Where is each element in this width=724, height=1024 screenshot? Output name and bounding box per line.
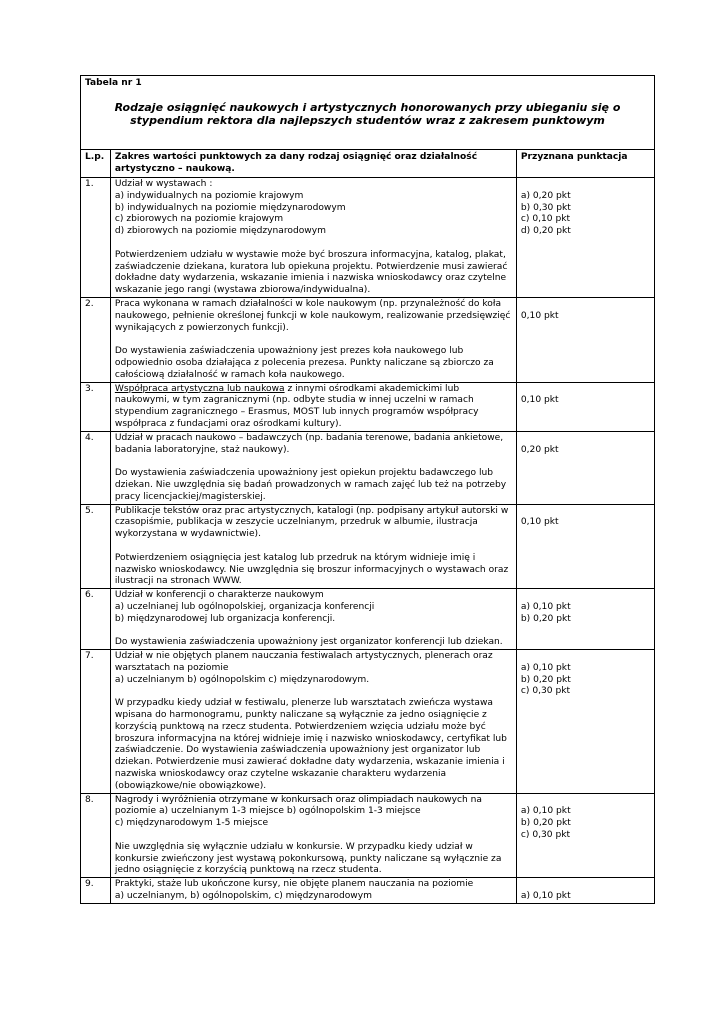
row-line: a) uczelnianym b) ogólnopolskim c) międzynarodowym.	[114, 674, 370, 685]
points-value: b) 0,20 pkt	[520, 613, 571, 624]
row-points	[516, 431, 654, 504]
table-caption-row	[81, 76, 655, 150]
document-page	[80, 75, 655, 904]
table-row	[81, 793, 655, 878]
points-value: a) 0,10 pkt	[520, 891, 571, 902]
row-description	[110, 793, 516, 878]
points-value: 0,10 pkt	[520, 310, 559, 321]
row-line: b) międzynarodowej lub organizacja konferencji.	[114, 613, 336, 624]
row-number: 5.	[81, 504, 111, 589]
row-number: 2.	[81, 297, 111, 382]
row-text: Udział w pracach naukowo – badawczych (np. badania terenowe, badania ankietowe, badania laboratoryjne, staż naukowy).	[114, 432, 504, 455]
row-line: c) międzynarodowym 1-5 miejsce	[114, 818, 269, 829]
row-description	[110, 178, 516, 298]
row-note: Potwierdzeniem udziału w wystawie może być broszura informacyjna, katalog, plakat, zaświadczenie dziekana, kuratora lub opiekuna projektu. Potwierdzenie musi zawierać dokładne daty wydarzenia, wskazanie imienia i nazwiska wnioskodawcy oraz czytelne wskazanie jego rangi (wystawa zbiorowa/indywidualna).	[114, 249, 508, 296]
row-line: Nagrody i wyróżnienia otrzymane w konkursach oraz olimpiadach naukowych na poziomie a) uczelnianym 1-3 miejsce b) ogólnopolskim 1-3 miejsce	[114, 794, 482, 817]
row-points	[516, 589, 654, 650]
row-note: Nie uwzględnia się wyłącznie udziału w konkursie. W przypadku kiedy udział w konkursie zwieńczony jest wystawą pokonkursową, punkty naliczane są wyłącznie za jedno osiągnięcie z korzyścią punktową na rzecz studenta.	[114, 841, 502, 876]
row-line: Udział w wystawach :	[114, 179, 213, 189]
points-value: a) 0,20 pkt	[520, 190, 571, 201]
row-number: 9.	[81, 878, 111, 904]
row-number: 3.	[81, 382, 111, 431]
row-line: b) indywidualnych na poziomie międzynarodowym	[114, 202, 346, 213]
row-note: Do wystawienia zaświadczenia upoważniony jest prezes koła naukowego lub odpowiednio osoba działająca z polecenia prezesa. Punkty naliczane są zbiorczo za całościową działalność w ramach koła naukowego.	[114, 346, 494, 380]
row-points	[516, 793, 654, 878]
points-value: 0,20 pkt	[520, 444, 559, 455]
table-row	[81, 878, 655, 904]
row-description	[110, 382, 516, 431]
points-value: c) 0,30 pkt	[520, 830, 571, 841]
points-value: c) 0,10 pkt	[520, 214, 571, 225]
row-points	[516, 878, 654, 904]
points-value: 0,10 pkt	[520, 517, 559, 528]
row-line: c) zbiorowych na poziomie krajowym	[114, 214, 284, 225]
table-row	[81, 650, 655, 794]
row-number: 1.	[81, 178, 111, 298]
table-row	[81, 589, 655, 650]
points-value: b) 0,20 pkt	[520, 674, 571, 685]
row-underlined-text: Współpraca artystyczna lub naukowa	[114, 383, 285, 394]
points-value: b) 0,30 pkt	[520, 202, 571, 213]
row-description	[110, 589, 516, 650]
row-description	[110, 297, 516, 382]
row-points	[516, 650, 654, 794]
row-note: W przypadku kiedy udział w festiwalu, plenerze lub warsztatach zwieńcza wystawa wpisana do harmonogramu, punkty naliczane są wyłącznie za jedno osiągnięcie z korzyścią punktową na rzecz studenta. Potwierdzeniem wzięcia udziału może być broszura informacyjna na której widnieje imię i nazwisko wnioskodawcy, certyfikat lub zaświadczenie. Do wystawienia zaświadczenia upoważniony jest organizator lub dziekan. Potwierdzenie musi zawierać dokładne daty wydarzenia, wskazanie imienia i nazwiska wnioskodawcy oraz czytelne wskazanie charakteru wydarzenia (obowiązkowe/nie obowiązkowe).	[114, 698, 507, 791]
row-line: Udział w nie objętych planem nauczania festiwalach artystycznych, plenerach oraz warsztatach na poziomie	[114, 651, 493, 673]
row-line: Udział w konferencji o charakterze naukowym	[114, 590, 324, 601]
row-description	[110, 878, 516, 904]
row-description	[110, 504, 516, 589]
row-points	[516, 382, 654, 431]
table-row	[81, 178, 655, 298]
table-label: Tabela nr 1	[85, 78, 142, 88]
row-line: Praktyki, staże lub ukończone kursy, nie objęte planem nauczania na poziomie	[114, 879, 474, 890]
points-value: a) 0,10 pkt	[520, 806, 571, 817]
row-description	[110, 431, 516, 504]
points-value: b) 0,20 pkt	[520, 818, 571, 829]
row-points	[516, 178, 654, 298]
row-line: a) uczelnianym, b) ogólnopolskim, c) międzynarodowym	[114, 891, 372, 902]
header-scope: Zakres wartości punktowych za dany rodzaj osiągnięć oraz działalność artystyczno – naukową.	[110, 150, 516, 178]
row-number: 4.	[81, 431, 111, 504]
points-value: c) 0,30 pkt	[520, 686, 571, 697]
points-value: d) 0,20 pkt	[520, 226, 571, 237]
points-value: a) 0,10 pkt	[520, 662, 571, 673]
table-row	[81, 504, 655, 589]
row-number: 8.	[81, 793, 111, 878]
table-row	[81, 382, 655, 431]
row-number: 6.	[81, 589, 111, 650]
row-line: a) indywidualnych na poziomie krajowym	[114, 190, 304, 201]
row-text: Publikacje tekstów oraz prac artystycznych, katalogi (np. podpisany artykuł autorski w czasopiśmie, publikacja w zeszycie uczelnianym, przedruk w albumie, ilustracja wykorzystana w wydawnictwie).	[114, 505, 509, 540]
row-line: a) uczelnianej lub ogólnopolskiej, organizacja konferencji	[114, 601, 375, 612]
row-note: Do wystawienia zaświadczenia upoważniony jest organizator konferencji lub dziekan.	[114, 637, 503, 648]
header-row	[81, 150, 655, 178]
row-number: 7.	[81, 650, 111, 794]
header-points: Przyznana punktacja	[516, 150, 654, 178]
row-text: z innymi ośrodkami akademickimi lub naukowymi, w tym zagranicznymi (np. odbyte studia w innej uczelni w ramach stypendium zagranicznego – Erasmus, MOST lub innych programów współpracy współpraca z fundacjami oraz ośrodkami kultury).	[114, 383, 479, 429]
row-description	[110, 650, 516, 794]
table-caption	[81, 76, 655, 150]
row-line: d) zbiorowych na poziomie międzynarodowym	[114, 226, 326, 237]
points-value: a) 0,10 pkt	[520, 601, 571, 612]
table-row	[81, 431, 655, 504]
header-lp: L.p.	[81, 150, 111, 178]
points-table	[80, 75, 655, 904]
row-note: Do wystawienia zaświadczenia upoważniony jest opiekun projektu badawczego lub dziekan. Nie uwzględnia się badań prowadzonych w ramach zajęć lub też na potrzeby pracy licencjackiej/magisterskiej.	[114, 468, 507, 502]
row-points	[516, 297, 654, 382]
row-text: Praca wykonana w ramach działalności w kole naukowym (np. przynależność do koła naukowego, pełnienie określonej funkcji w kole naukowym, realizowanie przedsięwzięć wynikających z powierzonych funkcji).	[114, 298, 511, 333]
table-row	[81, 297, 655, 382]
points-value: 0,10 pkt	[520, 395, 559, 406]
table-title: Rodzaje osiągnięć naukowych i artystycznych honorowanych przy ubieganiu się o stypendium rektora dla najlepszych studentów wraz z zakresem punktowym	[114, 100, 621, 128]
row-note: Potwierdzeniem osiągnięcia jest katalog lub przedruk na którym widnieje imię i nazwisko wnioskodawcy. Nie uwzględnia się broszur informacyjnych o wystawach oraz ilustracji na stronach WWW.	[114, 552, 509, 587]
row-points	[516, 504, 654, 589]
